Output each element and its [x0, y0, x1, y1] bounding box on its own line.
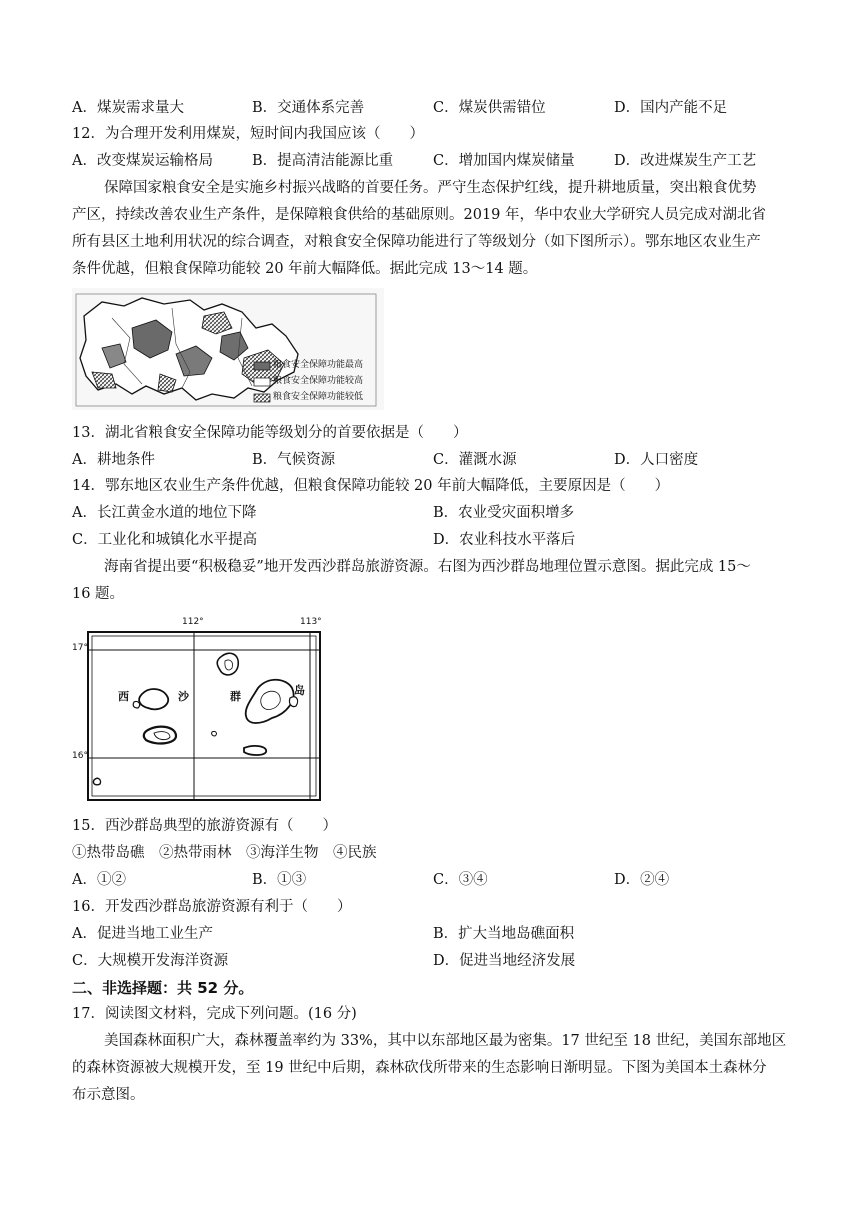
- q12-option-d: D．改进煤炭生产工艺: [614, 153, 757, 169]
- q14-option-b: B．农业受灾面积增多: [433, 505, 575, 521]
- q15-items: ①热带岛礁 ②热带雨林 ③海洋生物 ④民族: [72, 845, 377, 861]
- place-char-xi: 西: [118, 690, 129, 703]
- place-char-dao: 岛: [294, 684, 305, 697]
- q11-option-b: B．交通体系完善: [252, 100, 365, 116]
- q17-stem: 17．阅读图文材料，完成下列问题。(16 分): [72, 1006, 357, 1022]
- q12-option-a: A．改变煤炭运输格局: [72, 153, 213, 169]
- q17-passage-line-1: 美国森林面积广大，森林覆盖率约为 33%，其中以东部地区最为密集。17 世纪至 18 世纪，美国东部地区: [104, 1033, 787, 1049]
- q12-stem: 12．为合理开发利用煤炭，短时间内我国应该（ ）: [72, 126, 424, 142]
- xisha-map-graphic: [72, 614, 332, 804]
- q11-option-c: C．煤炭供需错位: [433, 100, 546, 116]
- place-char-sha: 沙: [178, 690, 189, 703]
- q15-stem: 15．西沙群岛典型的旅游资源有（ ）: [72, 818, 337, 834]
- q14-stem: 14．鄂东地区农业生产条件优越，但粮食保障功能较 20 年前大幅降低，主要原因是（ ）: [72, 478, 670, 494]
- passage-13-14-line-3: 所有县区土地利用状况的综合调查，对粮食安全保障功能进行了等级划分（如下图所示）。鄂东地区农业生产: [72, 234, 761, 250]
- q13-option-a: A．耕地条件: [72, 452, 155, 468]
- q14-option-d: D．农业科技水平落后: [433, 532, 576, 548]
- q12-option-b: B．提高清洁能源比重: [252, 153, 394, 169]
- hubei-grain-map: [72, 288, 384, 410]
- passage-15-16-line-2: 16 题。: [72, 586, 125, 602]
- q16-option-d: D．促进当地经济发展: [433, 953, 576, 969]
- place-char-qun: 群: [230, 690, 241, 703]
- lat-label-17: 17°: [72, 643, 88, 653]
- passage-13-14-line-2: 产区，持续改善农业生产条件，是保障粮食供给的基础原则。2019 年，华中农业大学研究人员完成对湖北省: [72, 207, 767, 223]
- q13-stem: 13．湖北省粮食安全保障功能等级划分的首要依据是（ ）: [72, 425, 468, 441]
- q16-option-a: A．促进当地工业生产: [72, 926, 213, 942]
- q15-option-a: A．①②: [72, 872, 126, 888]
- xisha-islands-map: [72, 614, 332, 804]
- q11-option-d: D．国内产能不足: [614, 100, 728, 116]
- q13-option-d: D．人口密度: [614, 452, 699, 468]
- q15-option-c: C．③④: [433, 872, 488, 888]
- passage-15-16-line-1: 海南省提出要“积极稳妥”地开发西沙群岛旅游资源。右图为西沙群岛地理位置示意图。据此完成 15～: [104, 559, 751, 575]
- q14-option-a: A．长江黄金水道的地位下降: [72, 505, 257, 521]
- q15-option-d: D．②④: [614, 872, 670, 888]
- lon-label-112: 112°: [182, 617, 204, 627]
- legend-swatch-higher: [254, 378, 270, 386]
- passage-13-14-line-1: 保障国家粮食安全是实施乡村振兴战略的首要任务。严守生态保护红线，提升耕地质量，突出粮食优势: [104, 180, 757, 196]
- q17-passage-line-2: 的森林资源被大规模开发，至 19 世纪中后期，森林砍伐所带来的生态影响日渐明显。下图为美国本土森林分: [72, 1060, 767, 1076]
- legend-label-lower: 粮食安全保障功能较低: [273, 392, 364, 402]
- legend-label-higher: 粮食安全保障功能较高: [273, 376, 364, 386]
- q11-option-a: A．煤炭需求量大: [72, 100, 184, 116]
- section2-title: 二、非选择题：共 52 分。: [72, 979, 254, 997]
- q13-option-b: B．气候资源: [252, 452, 336, 468]
- q12-option-c: C．增加国内煤炭储量: [433, 153, 575, 169]
- lat-label-16: 16°: [72, 751, 88, 761]
- q14-option-c: C．工业化和城镇化水平提高: [72, 532, 258, 548]
- q16-option-b: B．扩大当地岛礁面积: [433, 926, 575, 942]
- q17-passage-line-3: 布示意图。: [72, 1087, 145, 1103]
- q13-option-c: C．灌溉水源: [433, 452, 517, 468]
- lon-label-113: 113°: [300, 617, 322, 627]
- q16-option-c: C．大规模开发海洋资源: [72, 953, 229, 969]
- legend-swatch-highest: [254, 362, 270, 370]
- q15-option-b: B．①③: [252, 872, 307, 888]
- q16-stem: 16．开发西沙群岛旅游资源有利于（ ）: [72, 899, 352, 915]
- passage-13-14-line-4: 条件优越，但粮食保障功能较 20 年前大幅降低。据此完成 13～14 题。: [72, 261, 538, 277]
- legend-label-highest: 粮食安全保障功能最高: [273, 360, 364, 370]
- legend-swatch-lower: [254, 394, 270, 402]
